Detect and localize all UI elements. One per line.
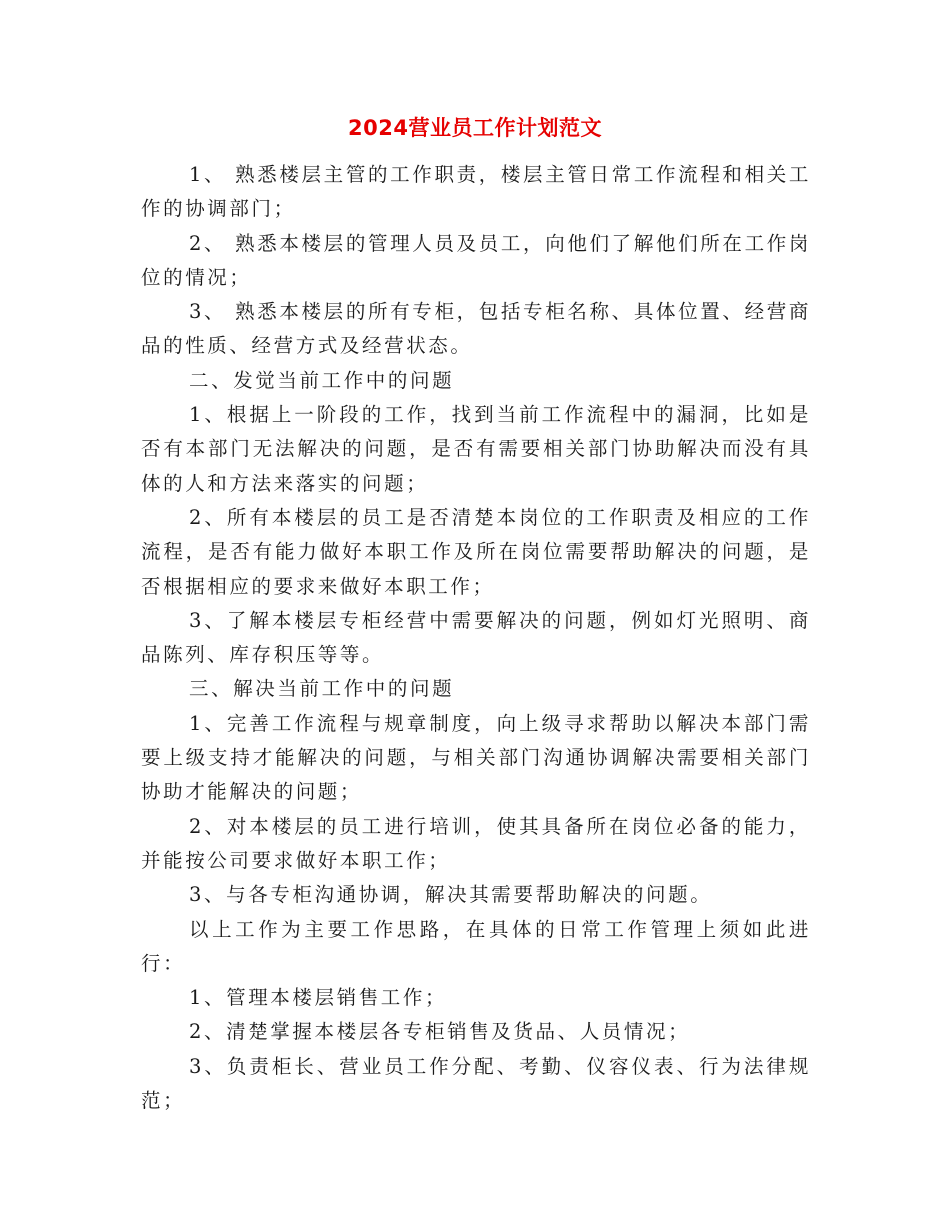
paragraph: 3、与各专柜沟通协调，解决其需要帮助解决的问题。 <box>189 883 713 907</box>
document-title: 2024营业员工作计划范文 <box>348 116 602 140</box>
paragraph: 1、完善工作流程与规章制度，向上级寻求帮助以解决本部门需要上级支持才能解决的问题，与相关部门沟通协调解决需要相关部门协助才能解决的问题； <box>141 711 811 804</box>
paragraph: 2、对本楼层的员工进行培训，使其具备所在岗位必备的能力，并能按公司要求做好本职工作； <box>141 814 811 872</box>
paragraph: 1、 熟悉楼层主管的工作职责，楼层主管日常工作流程和相关工作的协调部门； <box>141 163 811 221</box>
paragraph: 以上工作为主要工作思路，在具体的日常工作管理上须如此进行： <box>141 917 811 975</box>
paragraph: 1、管理本楼层销售工作； <box>189 986 448 1010</box>
section-heading: 二、发觉当前工作中的问题 <box>189 368 455 392</box>
paragraph: 3、 熟悉本楼层的所有专柜，包括专柜名称、具体位置、经营商品的性质、经营方式及经营状态。 <box>141 300 811 358</box>
section-heading: 三、解决当前工作中的问题 <box>189 677 455 701</box>
document-body <box>141 158 811 1118</box>
paragraph: 2、清楚掌握本楼层各专柜销售及货品、人员情况； <box>189 1020 691 1044</box>
paragraph: 2、 熟悉本楼层的管理人员及员工，向他们了解他们所在工作岗位的情况； <box>141 231 811 289</box>
paragraph: 3、了解本楼层专柜经营中需要解决的问题，例如灯光照明、商品陈列、库存积压等等。 <box>141 608 811 667</box>
paragraph: 2、所有本楼层的员工是否清楚本岗位的工作职责及相应的工作流程，是否有能力做好本职工作及所在岗位需要帮助解决的问题，是否根据相应的要求来做好本职工作； <box>141 505 811 598</box>
paragraph: 3、负责柜长、营业员工作分配、考勤、仪容仪表、行为法律规范； <box>141 1054 811 1113</box>
paragraph: 1、根据上一阶段的工作，找到当前工作流程中的漏洞，比如是否有本部门无法解决的问题，是否有需要相关部门协助解决而没有具体的人和方法来落实的问题； <box>141 403 811 495</box>
